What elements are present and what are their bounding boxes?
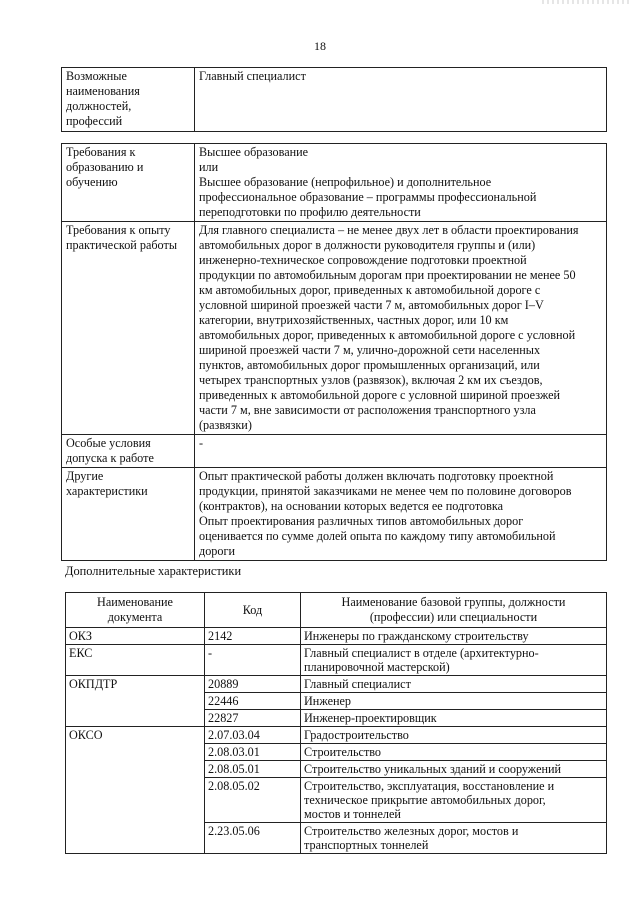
table-row bbox=[66, 693, 607, 710]
code-cell: 22827 bbox=[205, 710, 301, 727]
table-row bbox=[66, 744, 607, 761]
table-row bbox=[66, 710, 607, 727]
education-label bbox=[62, 144, 195, 222]
table-row bbox=[66, 823, 607, 854]
value-line: четырех транспортных узлов (развязок), включая 2 км их съездов, bbox=[199, 373, 543, 387]
name-line: Инженеры по гражданскому строительству bbox=[304, 629, 529, 643]
value-line: - bbox=[199, 436, 204, 450]
label-line: Особые условия bbox=[66, 436, 151, 450]
positions-label bbox=[62, 68, 195, 132]
code-cell: - bbox=[205, 645, 301, 676]
value-line: части 7 м, вне зависимости от расположения транспортного узла bbox=[199, 403, 536, 417]
value-line: продукции, принятой заказчиками не менее чем по половине договоров bbox=[199, 484, 572, 498]
code-cell: 22446 bbox=[205, 693, 301, 710]
table-row bbox=[66, 645, 607, 676]
other-value bbox=[195, 468, 607, 561]
value-line: Высшее образование (непрофильное) и дополнительное bbox=[199, 175, 492, 189]
label-line: практической работы bbox=[66, 238, 178, 252]
value-line: продукции по автомобильным дорогам при проектировании не менее 50 bbox=[199, 268, 576, 282]
positions-table bbox=[61, 67, 607, 132]
header-name bbox=[301, 593, 607, 628]
table-row bbox=[62, 435, 607, 468]
label-line: Другие bbox=[66, 469, 104, 483]
doc-cell-empty bbox=[66, 710, 205, 727]
name-line: Инженер-проектировщик bbox=[304, 711, 437, 725]
code-cell: 20889 bbox=[205, 676, 301, 693]
header-code: Код bbox=[205, 593, 301, 628]
doc-cell-empty bbox=[66, 744, 205, 761]
label-line: характеристики bbox=[66, 484, 148, 498]
name-line: Строительство, эксплуатация, восстановление и bbox=[304, 779, 555, 793]
value-line: Высшее образование bbox=[199, 145, 309, 159]
codes-table bbox=[65, 592, 607, 854]
experience-value bbox=[195, 222, 607, 435]
header-line: документа bbox=[107, 610, 163, 624]
positions-value: Главный специалист bbox=[195, 68, 607, 132]
table-row bbox=[62, 222, 607, 435]
name-line: планировочной мастерской) bbox=[304, 660, 450, 674]
name-line: Градостроительство bbox=[304, 728, 409, 742]
requirements-table bbox=[61, 143, 607, 561]
value-line: приведенных к автомобильной дороге с условной шириной проезжей bbox=[199, 388, 561, 402]
value-line: оценивается по сумме долей опыта по каждому типу автомобильной bbox=[199, 529, 556, 543]
name-line: Строительство уникальных зданий и сооружений bbox=[304, 762, 562, 776]
name-cell bbox=[301, 628, 607, 645]
label-line: обучению bbox=[66, 175, 118, 189]
header-line: Наименование bbox=[97, 595, 173, 609]
name-line: Строительство железных дорог, мостов и bbox=[304, 824, 519, 838]
value-line: (развязки) bbox=[199, 418, 252, 432]
label-line: допуска к работе bbox=[66, 451, 154, 465]
table-header-row bbox=[66, 593, 607, 628]
value-line: пунктов, автомобильных дорог промышленных организаций, или bbox=[199, 358, 540, 372]
label-line: профессий bbox=[66, 114, 123, 128]
doc-cell-empty bbox=[66, 761, 205, 778]
code-cell: 2.08.05.01 bbox=[205, 761, 301, 778]
value-line: профессиональное образование – программы профессиональной bbox=[199, 190, 537, 204]
code-cell: 2142 bbox=[205, 628, 301, 645]
code-cell: 2.23.05.06 bbox=[205, 823, 301, 854]
name-cell bbox=[301, 710, 607, 727]
table-row bbox=[66, 761, 607, 778]
value-line: Опыт практической работы должен включать подготовку проектной bbox=[199, 469, 554, 483]
value-line: (контрактов), на основании которых ведется ее подготовка bbox=[199, 499, 504, 513]
value-line: дороги bbox=[199, 544, 236, 558]
name-cell bbox=[301, 727, 607, 744]
name-line: Инженер bbox=[304, 694, 352, 708]
table-row bbox=[62, 68, 607, 132]
label-line: образованию и bbox=[66, 160, 144, 174]
value-line: инженерно-техническое сопровождение подготовки проектной bbox=[199, 253, 527, 267]
doc-cell: ЕКС bbox=[66, 645, 205, 676]
name-cell bbox=[301, 676, 607, 693]
doc-cell: ОКПДТР bbox=[66, 676, 205, 693]
name-line: транспортных тоннелей bbox=[304, 838, 429, 852]
value-line: Для главного специалиста – не менее двух лет в области проектирования bbox=[199, 223, 579, 237]
header-line: Наименование базовой группы, должности bbox=[341, 595, 566, 609]
table-row bbox=[66, 676, 607, 693]
page-number: 18 bbox=[314, 39, 326, 53]
value-line: автомобильных дорог в должности руководителя группы и (или) bbox=[199, 238, 536, 252]
special-conditions-label bbox=[62, 435, 195, 468]
table-row bbox=[62, 468, 607, 561]
code-cell: 2.07.03.04 bbox=[205, 727, 301, 744]
name-line: Строительство bbox=[304, 745, 382, 759]
doc-cell: ОКСО bbox=[66, 727, 205, 744]
doc-cell: ОКЗ bbox=[66, 628, 205, 645]
value-line: или bbox=[199, 160, 219, 174]
label-line: наименования bbox=[66, 84, 140, 98]
value-line: шириной проезжей части 7 м, улично-дорожной сети населенных bbox=[199, 343, 541, 357]
label-line: должностей, bbox=[66, 99, 132, 113]
scan-artifact bbox=[542, 0, 632, 4]
value-line: автомобильных дорог, приведенных к автомобильной дороге с условной bbox=[199, 328, 576, 342]
name-cell bbox=[301, 823, 607, 854]
name-cell bbox=[301, 693, 607, 710]
name-cell bbox=[301, 645, 607, 676]
name-line: мостов и тоннелей bbox=[304, 807, 401, 821]
value-line: переподготовки по профилю деятельности bbox=[199, 205, 421, 219]
value-line: категории, внутрихозяйственных, частных дорог, или 10 км bbox=[199, 313, 509, 327]
education-value bbox=[195, 144, 607, 222]
table-row bbox=[66, 727, 607, 744]
value-line: км автомобильных дорог, приведенных к автомобильной дороге с bbox=[199, 283, 541, 297]
name-cell bbox=[301, 778, 607, 823]
section-title: Дополнительные характеристики bbox=[65, 564, 242, 578]
table-row bbox=[66, 628, 607, 645]
label-line: Требования к опыту bbox=[66, 223, 171, 237]
special-conditions-value bbox=[195, 435, 607, 468]
code-cell: 2.08.05.02 bbox=[205, 778, 301, 823]
doc-cell-empty bbox=[66, 778, 205, 823]
header-line: (профессии) или специальности bbox=[369, 610, 538, 624]
code-cell: 2.08.03.01 bbox=[205, 744, 301, 761]
table-row bbox=[66, 778, 607, 823]
name-line: Главный специалист в отделе (архитектурно- bbox=[304, 646, 539, 660]
name-line: техническое прикрытие автомобильных дорог, bbox=[304, 793, 546, 807]
table-row bbox=[62, 144, 607, 222]
doc-cell-empty bbox=[66, 693, 205, 710]
experience-label bbox=[62, 222, 195, 435]
value-line: условной шириной проезжей части 7 м, автомобильных дорог I–V bbox=[199, 298, 544, 312]
other-label bbox=[62, 468, 195, 561]
value-line: Опыт проектирования различных типов автомобильных дорог bbox=[199, 514, 524, 528]
name-cell bbox=[301, 744, 607, 761]
header-doc bbox=[66, 593, 205, 628]
name-line: Главный специалист bbox=[304, 677, 411, 691]
doc-cell-empty bbox=[66, 823, 205, 854]
label-line: Возможные bbox=[66, 69, 127, 83]
name-cell bbox=[301, 761, 607, 778]
label-line: Требования к bbox=[66, 145, 136, 159]
